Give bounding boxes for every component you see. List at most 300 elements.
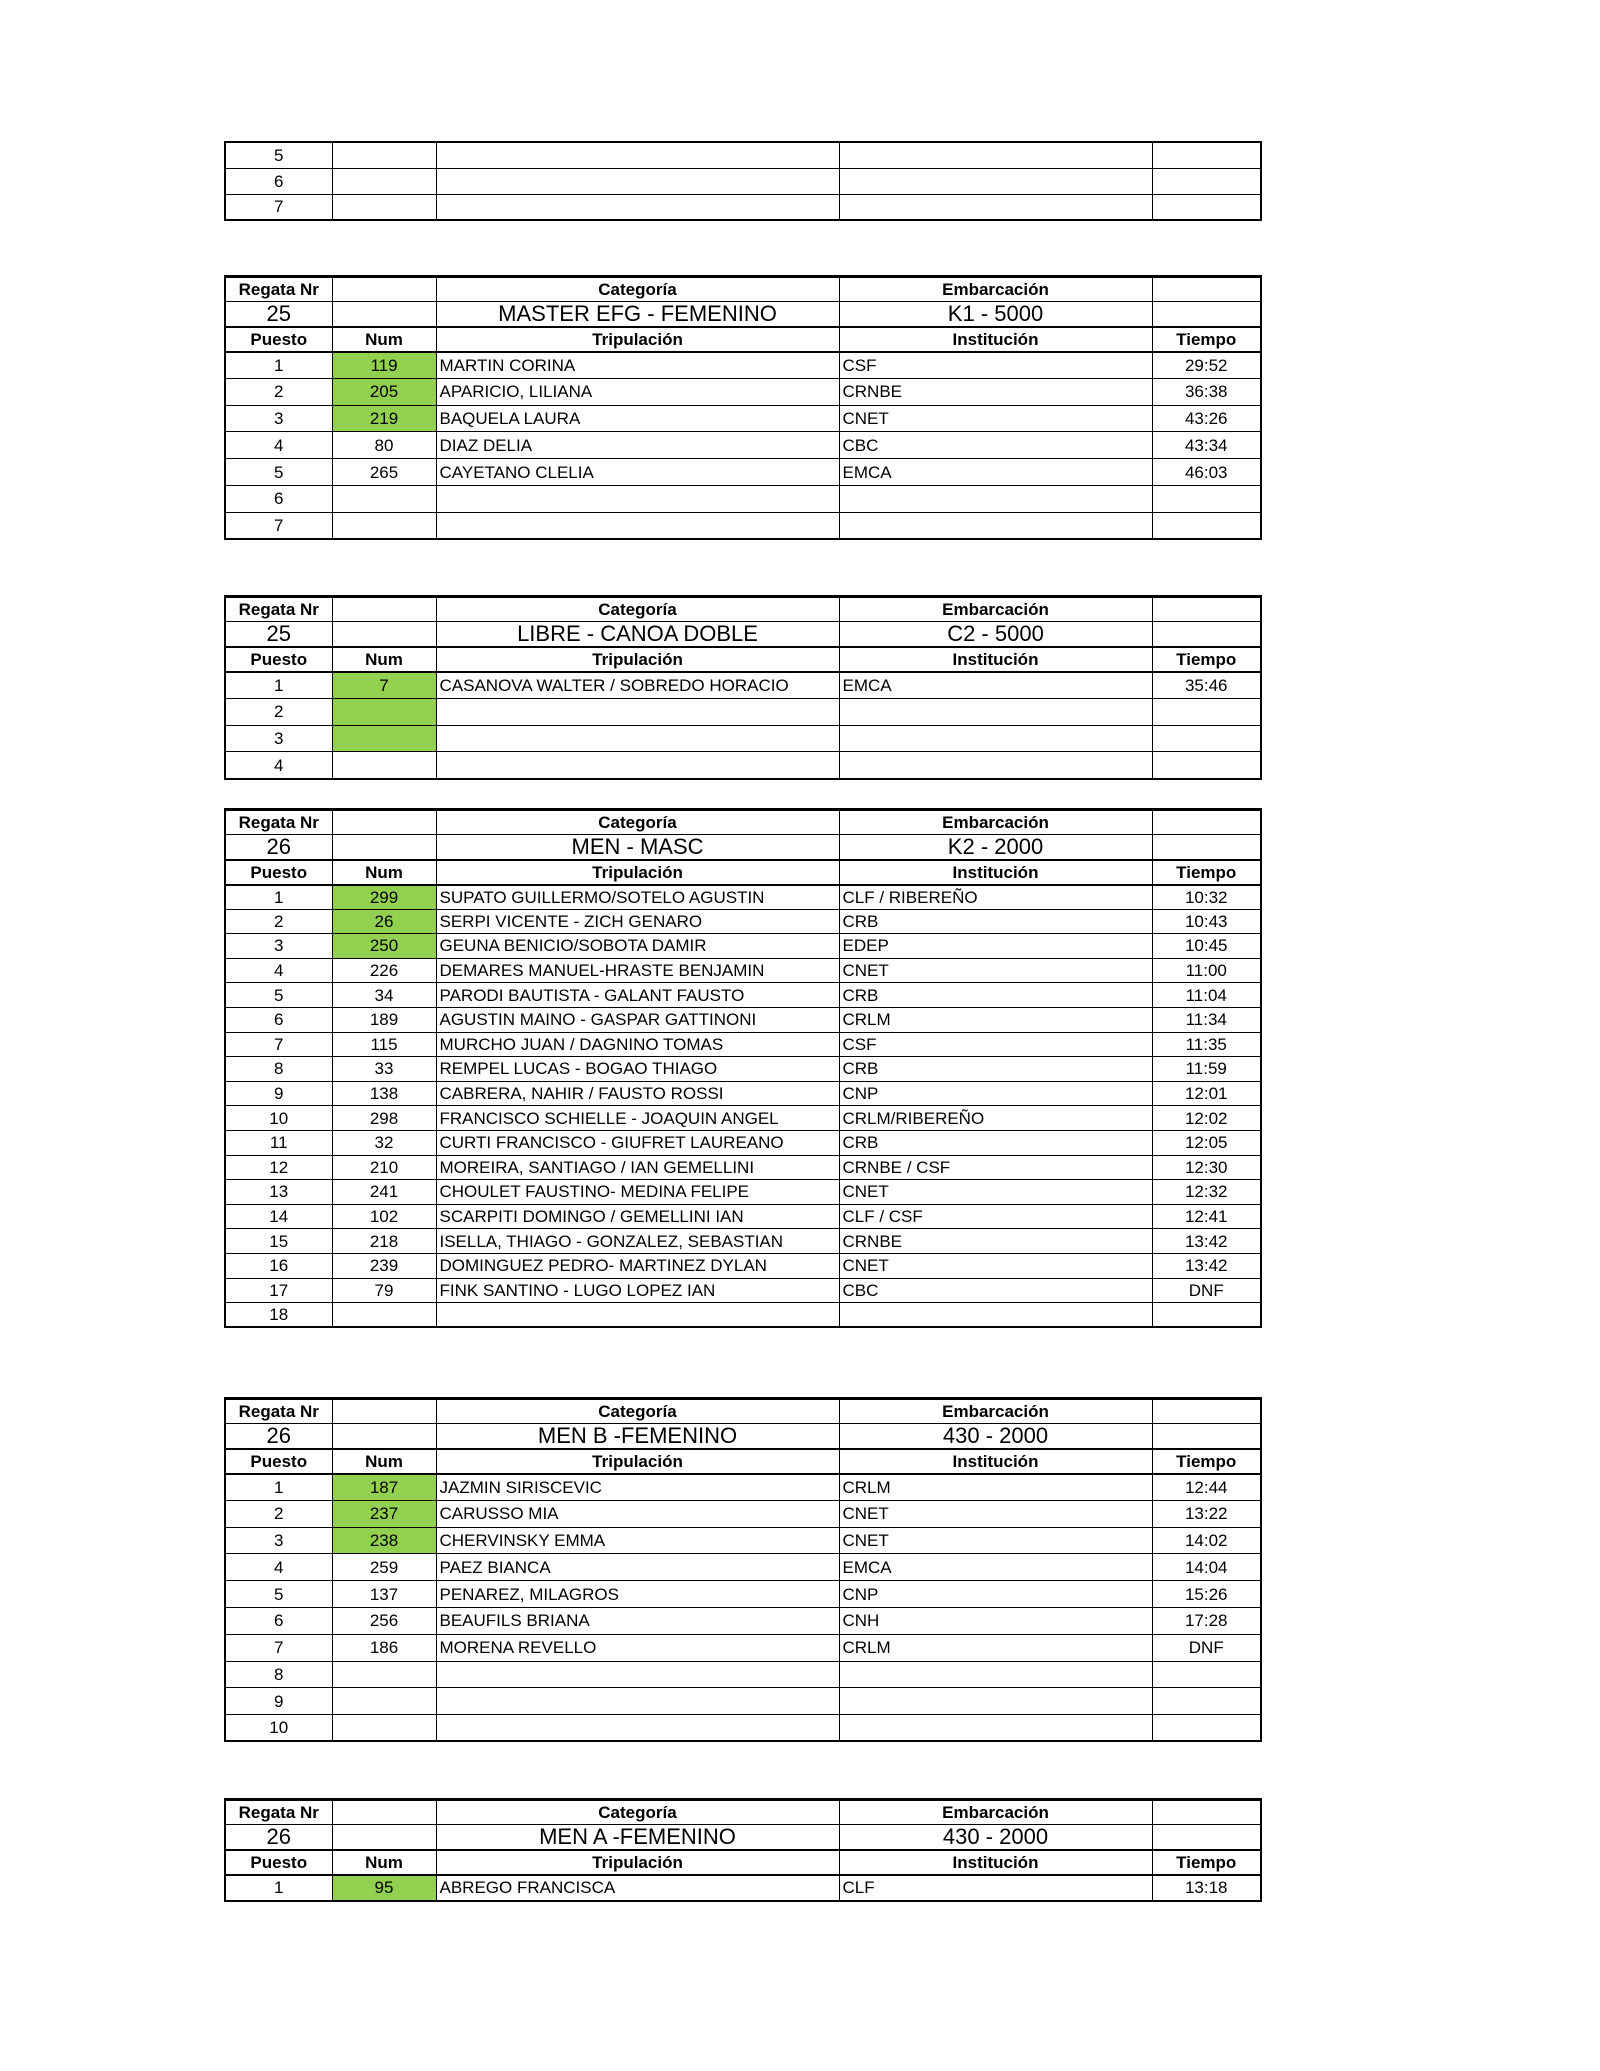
tiempo-cell: 10:32 bbox=[1152, 885, 1261, 910]
table-row bbox=[225, 958, 1261, 983]
race-meta-header bbox=[225, 597, 1261, 622]
puesto-cell: 13 bbox=[225, 1180, 332, 1205]
puesto-cell: 2 bbox=[225, 698, 332, 725]
tripulacion-cell: DOMINGUEZ PEDRO- MARTINEZ DYLAN bbox=[436, 1253, 839, 1278]
race-boat: C2 - 5000 bbox=[839, 622, 1152, 647]
race-table bbox=[224, 1397, 1262, 1742]
column-header-row bbox=[225, 860, 1261, 885]
tripulacion-cell bbox=[436, 512, 839, 539]
table-row bbox=[225, 1130, 1261, 1155]
tripulacion-cell: MORENA REVELLO bbox=[436, 1634, 839, 1661]
tripulacion-cell: BEAUFILS BRIANA bbox=[436, 1607, 839, 1634]
puesto-header: Puesto bbox=[225, 860, 332, 885]
tiempo-cell bbox=[1152, 1715, 1261, 1742]
tripulacion-cell bbox=[436, 1715, 839, 1742]
puesto-cell: 17 bbox=[225, 1278, 332, 1303]
num-cell: 115 bbox=[332, 1032, 436, 1057]
puesto-header: Puesto bbox=[225, 1449, 332, 1474]
table-row bbox=[225, 405, 1261, 432]
race-boat: K1 - 5000 bbox=[839, 302, 1152, 327]
tripulacion-cell: PENAREZ, MILAGROS bbox=[436, 1581, 839, 1608]
tripulacion-cell bbox=[436, 485, 839, 512]
tripulacion-cell: PAEZ BIANCA bbox=[436, 1554, 839, 1581]
institucion-cell: CNP bbox=[839, 1581, 1152, 1608]
table-row bbox=[225, 1875, 1261, 1902]
institucion-cell: CRB bbox=[839, 1057, 1152, 1082]
regata-number: 26 bbox=[225, 835, 332, 860]
puesto-cell: 5 bbox=[225, 1581, 332, 1608]
num-header: Num bbox=[332, 1449, 436, 1474]
embarcacion-label: Embarcación bbox=[839, 1800, 1152, 1825]
puesto-cell: 14 bbox=[225, 1204, 332, 1229]
num-cell: 226 bbox=[332, 958, 436, 983]
num-header: Num bbox=[332, 1850, 436, 1875]
table-row bbox=[225, 1278, 1261, 1303]
table-row bbox=[225, 1007, 1261, 1032]
tripulacion-cell: CAYETANO CLELIA bbox=[436, 459, 839, 486]
tripulacion-cell bbox=[436, 1303, 839, 1328]
race-meta-header bbox=[225, 277, 1261, 302]
puesto-cell: 2 bbox=[225, 1500, 332, 1527]
tripulacion-cell bbox=[436, 142, 839, 168]
puesto-cell: 4 bbox=[225, 1554, 332, 1581]
institucion-cell: CNET bbox=[839, 1180, 1152, 1205]
puesto-cell: 1 bbox=[225, 1875, 332, 1902]
tiempo-cell: 12:44 bbox=[1152, 1474, 1261, 1501]
puesto-cell: 18 bbox=[225, 1303, 332, 1328]
tripulacion-cell bbox=[436, 725, 839, 752]
blank-cell bbox=[332, 622, 436, 647]
puesto-cell: 1 bbox=[225, 672, 332, 699]
table-row bbox=[225, 1527, 1261, 1554]
institucion-cell: CSF bbox=[839, 352, 1152, 379]
race-category: LIBRE - CANOA DOBLE bbox=[436, 622, 839, 647]
table-row bbox=[225, 885, 1261, 910]
tiempo-cell: 13:18 bbox=[1152, 1875, 1261, 1902]
tripulacion-cell bbox=[436, 194, 839, 220]
institucion-cell: CNET bbox=[839, 405, 1152, 432]
num-cell bbox=[332, 512, 436, 539]
table-row bbox=[225, 1303, 1261, 1328]
puesto-header: Puesto bbox=[225, 327, 332, 352]
puesto-cell: 9 bbox=[225, 1688, 332, 1715]
tripulacion-cell: MOREIRA, SANTIAGO / IAN GEMELLINI bbox=[436, 1155, 839, 1180]
tripulacion-cell: AGUSTIN MAINO - GASPAR GATTINONI bbox=[436, 1007, 839, 1032]
blank-cell bbox=[1152, 810, 1261, 835]
institucion-cell bbox=[839, 1715, 1152, 1742]
puesto-cell: 3 bbox=[225, 405, 332, 432]
tiempo-cell: 15:26 bbox=[1152, 1581, 1261, 1608]
tiempo-cell: 36:38 bbox=[1152, 378, 1261, 405]
num-header: Num bbox=[332, 327, 436, 352]
tiempo-cell: 13:42 bbox=[1152, 1229, 1261, 1254]
puesto-cell: 6 bbox=[225, 1007, 332, 1032]
race-title-row bbox=[225, 1825, 1261, 1850]
race-title-row bbox=[225, 622, 1261, 647]
tiempo-cell: 11:59 bbox=[1152, 1057, 1261, 1082]
table-row bbox=[225, 378, 1261, 405]
tripulacion-cell: SERPI VICENTE - ZICH GENARO bbox=[436, 909, 839, 934]
table-row bbox=[225, 459, 1261, 486]
institucion-cell: CRB bbox=[839, 1130, 1152, 1155]
num-cell: 7 bbox=[332, 672, 436, 699]
puesto-cell: 1 bbox=[225, 1474, 332, 1501]
num-cell: 241 bbox=[332, 1180, 436, 1205]
table-row bbox=[225, 142, 1261, 168]
num-cell bbox=[332, 752, 436, 779]
institucion-cell bbox=[839, 698, 1152, 725]
puesto-cell: 1 bbox=[225, 352, 332, 379]
tripulacion-cell: DIAZ DELIA bbox=[436, 432, 839, 459]
institucion-cell: CRNBE bbox=[839, 1229, 1152, 1254]
puesto-cell: 10 bbox=[225, 1106, 332, 1131]
tripulacion-cell: BAQUELA LAURA bbox=[436, 405, 839, 432]
institucion-cell: CRNBE / CSF bbox=[839, 1155, 1152, 1180]
institucion-header: Institución bbox=[839, 327, 1152, 352]
institucion-cell: EDEP bbox=[839, 934, 1152, 959]
table-row bbox=[225, 1661, 1261, 1688]
blank-cell bbox=[1152, 1424, 1261, 1449]
tiempo-cell: 13:22 bbox=[1152, 1500, 1261, 1527]
puesto-header: Puesto bbox=[225, 647, 332, 672]
num-cell: 95 bbox=[332, 1875, 436, 1902]
tiempo-cell: 11:00 bbox=[1152, 958, 1261, 983]
blank-cell bbox=[1152, 1825, 1261, 1850]
num-cell: 79 bbox=[332, 1278, 436, 1303]
race-meta-header bbox=[225, 1800, 1261, 1825]
institucion-header: Institución bbox=[839, 1449, 1152, 1474]
puesto-cell: 4 bbox=[225, 432, 332, 459]
blank-cell bbox=[332, 1800, 436, 1825]
tripulacion-cell: CURTI FRANCISCO - GIUFRET LAUREANO bbox=[436, 1130, 839, 1155]
table-row bbox=[225, 512, 1261, 539]
institucion-cell: CNET bbox=[839, 1253, 1152, 1278]
tripulacion-cell: CARUSSO MIA bbox=[436, 1500, 839, 1527]
tripulacion-cell: ABREGO FRANCISCA bbox=[436, 1875, 839, 1902]
tripulacion-header: Tripulación bbox=[436, 327, 839, 352]
blank-cell bbox=[332, 810, 436, 835]
race-meta-header bbox=[225, 1399, 1261, 1424]
tripulacion-cell: GEUNA BENICIO/SOBOTA DAMIR bbox=[436, 934, 839, 959]
puesto-cell: 1 bbox=[225, 885, 332, 910]
puesto-cell: 8 bbox=[225, 1661, 332, 1688]
tiempo-cell: 12:02 bbox=[1152, 1106, 1261, 1131]
table-row bbox=[225, 1688, 1261, 1715]
tiempo-cell bbox=[1152, 1303, 1261, 1328]
tripulacion-cell: APARICIO, LILIANA bbox=[436, 378, 839, 405]
table-row bbox=[225, 1229, 1261, 1254]
regata-number: 26 bbox=[225, 1825, 332, 1850]
institucion-cell: CBC bbox=[839, 1278, 1152, 1303]
puesto-cell: 7 bbox=[225, 512, 332, 539]
num-cell: 32 bbox=[332, 1130, 436, 1155]
puesto-cell: 12 bbox=[225, 1155, 332, 1180]
tiempo-cell: 35:46 bbox=[1152, 672, 1261, 699]
tripulacion-cell: REMPEL LUCAS - BOGAO THIAGO bbox=[436, 1057, 839, 1082]
num-cell bbox=[332, 485, 436, 512]
institucion-cell: EMCA bbox=[839, 1554, 1152, 1581]
tripulacion-cell: FRANCISCO SCHIELLE - JOAQUIN ANGEL bbox=[436, 1106, 839, 1131]
race-meta-header bbox=[225, 810, 1261, 835]
num-cell: 210 bbox=[332, 1155, 436, 1180]
puesto-cell: 8 bbox=[225, 1057, 332, 1082]
num-cell: 219 bbox=[332, 405, 436, 432]
num-cell: 239 bbox=[332, 1253, 436, 1278]
puesto-cell: 2 bbox=[225, 378, 332, 405]
blank-cell bbox=[332, 597, 436, 622]
table-row bbox=[225, 485, 1261, 512]
institucion-cell bbox=[839, 194, 1152, 220]
regata-nr-label: Regata Nr bbox=[225, 597, 332, 622]
table-row bbox=[225, 909, 1261, 934]
tiempo-cell: 12:05 bbox=[1152, 1130, 1261, 1155]
institucion-cell: CNH bbox=[839, 1607, 1152, 1634]
categoria-label: Categoría bbox=[436, 1399, 839, 1424]
regata-nr-label: Regata Nr bbox=[225, 1399, 332, 1424]
tripulacion-cell: SCARPITI DOMINGO / GEMELLINI IAN bbox=[436, 1204, 839, 1229]
blank-cell bbox=[332, 277, 436, 302]
num-cell: 189 bbox=[332, 1007, 436, 1032]
institucion-cell: CRLM bbox=[839, 1007, 1152, 1032]
tripulacion-cell bbox=[436, 752, 839, 779]
num-cell: 298 bbox=[332, 1106, 436, 1131]
tiempo-cell bbox=[1152, 194, 1261, 220]
tripulacion-cell: PARODI BAUTISTA - GALANT FAUSTO bbox=[436, 983, 839, 1008]
tiempo-cell: 17:28 bbox=[1152, 1607, 1261, 1634]
num-cell bbox=[332, 194, 436, 220]
institucion-cell: EMCA bbox=[839, 459, 1152, 486]
race-table bbox=[224, 275, 1262, 540]
tiempo-header: Tiempo bbox=[1152, 1449, 1261, 1474]
table-row bbox=[225, 1155, 1261, 1180]
tiempo-cell bbox=[1152, 168, 1261, 194]
num-cell: 119 bbox=[332, 352, 436, 379]
table-row bbox=[225, 1715, 1261, 1742]
tiempo-cell: 43:34 bbox=[1152, 432, 1261, 459]
blank-cell bbox=[1152, 597, 1261, 622]
puesto-cell: 7 bbox=[225, 194, 332, 220]
blank-cell bbox=[332, 1399, 436, 1424]
puesto-cell: 7 bbox=[225, 1032, 332, 1057]
num-cell: 256 bbox=[332, 1607, 436, 1634]
institucion-cell: CNET bbox=[839, 958, 1152, 983]
tiempo-cell: 11:35 bbox=[1152, 1032, 1261, 1057]
table-row bbox=[225, 1204, 1261, 1229]
tiempo-cell: 12:32 bbox=[1152, 1180, 1261, 1205]
table-row bbox=[225, 1032, 1261, 1057]
race-boat: 430 - 2000 bbox=[839, 1825, 1152, 1850]
column-header-row bbox=[225, 647, 1261, 672]
num-header: Num bbox=[332, 647, 436, 672]
blank-cell bbox=[1152, 622, 1261, 647]
num-cell: 102 bbox=[332, 1204, 436, 1229]
institucion-cell bbox=[839, 1661, 1152, 1688]
embarcacion-label: Embarcación bbox=[839, 1399, 1152, 1424]
table-body bbox=[225, 142, 1261, 220]
num-cell: 34 bbox=[332, 983, 436, 1008]
tiempo-cell bbox=[1152, 752, 1261, 779]
tiempo-cell: 11:04 bbox=[1152, 983, 1261, 1008]
regata-number: 26 bbox=[225, 1424, 332, 1449]
num-cell: 205 bbox=[332, 378, 436, 405]
puesto-cell: 7 bbox=[225, 1634, 332, 1661]
institucion-header: Institución bbox=[839, 647, 1152, 672]
table-row bbox=[225, 432, 1261, 459]
tiempo-cell: 11:34 bbox=[1152, 1007, 1261, 1032]
tiempo-cell: 14:02 bbox=[1152, 1527, 1261, 1554]
tiempo-cell: 46:03 bbox=[1152, 459, 1261, 486]
tiempo-cell bbox=[1152, 698, 1261, 725]
tiempo-cell: 13:42 bbox=[1152, 1253, 1261, 1278]
num-cell: 26 bbox=[332, 909, 436, 934]
tripulacion-cell: DEMARES MANUEL-HRASTE BENJAMIN bbox=[436, 958, 839, 983]
categoria-label: Categoría bbox=[436, 810, 839, 835]
blank-cell bbox=[332, 1424, 436, 1449]
tripulacion-cell bbox=[436, 1661, 839, 1688]
num-cell bbox=[332, 698, 436, 725]
race-boat: K2 - 2000 bbox=[839, 835, 1152, 860]
blank-cell bbox=[1152, 835, 1261, 860]
num-cell: 186 bbox=[332, 1634, 436, 1661]
puesto-cell: 5 bbox=[225, 459, 332, 486]
blank-cell bbox=[332, 835, 436, 860]
institucion-cell bbox=[839, 512, 1152, 539]
num-cell bbox=[332, 725, 436, 752]
num-cell: 250 bbox=[332, 934, 436, 959]
puesto-cell: 3 bbox=[225, 934, 332, 959]
blank-cell bbox=[1152, 277, 1261, 302]
institucion-cell bbox=[839, 485, 1152, 512]
num-header: Num bbox=[332, 860, 436, 885]
race-category: MEN A -FEMENINO bbox=[436, 1825, 839, 1850]
num-cell bbox=[332, 1303, 436, 1328]
institucion-cell: CNP bbox=[839, 1081, 1152, 1106]
puesto-cell: 4 bbox=[225, 752, 332, 779]
embarcacion-label: Embarcación bbox=[839, 277, 1152, 302]
puesto-cell: 2 bbox=[225, 909, 332, 934]
blank-cell bbox=[1152, 302, 1261, 327]
puesto-cell: 5 bbox=[225, 983, 332, 1008]
puesto-header: Puesto bbox=[225, 1850, 332, 1875]
num-cell: 80 bbox=[332, 432, 436, 459]
tripulacion-cell: JAZMIN SIRISCEVIC bbox=[436, 1474, 839, 1501]
num-cell: 218 bbox=[332, 1229, 436, 1254]
table-row bbox=[225, 1500, 1261, 1527]
tiempo-header: Tiempo bbox=[1152, 1850, 1261, 1875]
institucion-cell: CNET bbox=[839, 1500, 1152, 1527]
tripulacion-cell: SUPATO GUILLERMO/SOTELO AGUSTIN bbox=[436, 885, 839, 910]
table-row bbox=[225, 1474, 1261, 1501]
categoria-label: Categoría bbox=[436, 1800, 839, 1825]
categoria-label: Categoría bbox=[436, 277, 839, 302]
puesto-cell: 6 bbox=[225, 485, 332, 512]
race-title-row bbox=[225, 302, 1261, 327]
race-table bbox=[224, 808, 1262, 1328]
regata-nr-label: Regata Nr bbox=[225, 277, 332, 302]
table-row bbox=[225, 1081, 1261, 1106]
tiempo-cell bbox=[1152, 142, 1261, 168]
race-title-row bbox=[225, 1424, 1261, 1449]
table-row bbox=[225, 752, 1261, 779]
puesto-cell: 15 bbox=[225, 1229, 332, 1254]
blank-cell bbox=[332, 1825, 436, 1850]
race-table bbox=[224, 595, 1262, 780]
tripulacion-cell: MARTIN CORINA bbox=[436, 352, 839, 379]
tiempo-cell: 14:04 bbox=[1152, 1554, 1261, 1581]
num-cell bbox=[332, 1661, 436, 1688]
institucion-cell: CSF bbox=[839, 1032, 1152, 1057]
institucion-cell: EMCA bbox=[839, 672, 1152, 699]
institucion-cell bbox=[839, 142, 1152, 168]
tiempo-cell bbox=[1152, 1688, 1261, 1715]
tiempo-cell: DNF bbox=[1152, 1634, 1261, 1661]
institucion-cell bbox=[839, 1303, 1152, 1328]
tiempo-cell: 10:45 bbox=[1152, 934, 1261, 959]
tiempo-header: Tiempo bbox=[1152, 860, 1261, 885]
tripulacion-cell: CHOULET FAUSTINO- MEDINA FELIPE bbox=[436, 1180, 839, 1205]
table-row bbox=[225, 1554, 1261, 1581]
table-row bbox=[225, 983, 1261, 1008]
tripulacion-cell bbox=[436, 168, 839, 194]
column-header-row bbox=[225, 327, 1261, 352]
tiempo-cell: 12:41 bbox=[1152, 1204, 1261, 1229]
puesto-cell: 3 bbox=[225, 1527, 332, 1554]
regata-nr-label: Regata Nr bbox=[225, 810, 332, 835]
tripulacion-cell: MURCHO JUAN / DAGNINO TOMAS bbox=[436, 1032, 839, 1057]
tiempo-cell bbox=[1152, 725, 1261, 752]
tripulacion-header: Tripulación bbox=[436, 647, 839, 672]
institucion-cell bbox=[839, 725, 1152, 752]
tiempo-cell bbox=[1152, 1661, 1261, 1688]
table-row bbox=[225, 672, 1261, 699]
institucion-cell: CLF bbox=[839, 1875, 1152, 1902]
tripulacion-cell: CABRERA, NAHIR / FAUSTO ROSSI bbox=[436, 1081, 839, 1106]
institucion-cell: CRLM bbox=[839, 1634, 1152, 1661]
puesto-cell: 4 bbox=[225, 958, 332, 983]
tiempo-cell bbox=[1152, 512, 1261, 539]
table-row bbox=[225, 698, 1261, 725]
regata-nr-label: Regata Nr bbox=[225, 1800, 332, 1825]
categoria-label: Categoría bbox=[436, 597, 839, 622]
table-row bbox=[225, 194, 1261, 220]
puesto-cell: 16 bbox=[225, 1253, 332, 1278]
puesto-cell: 11 bbox=[225, 1130, 332, 1155]
num-cell bbox=[332, 1688, 436, 1715]
institucion-cell: CBC bbox=[839, 432, 1152, 459]
tripulacion-cell: FINK SANTINO - LUGO LOPEZ IAN bbox=[436, 1278, 839, 1303]
table-row bbox=[225, 1253, 1261, 1278]
race-category: MASTER EFG - FEMENINO bbox=[436, 302, 839, 327]
table-row bbox=[225, 1607, 1261, 1634]
puesto-cell: 6 bbox=[225, 168, 332, 194]
num-cell: 138 bbox=[332, 1081, 436, 1106]
regata-number: 25 bbox=[225, 302, 332, 327]
num-cell bbox=[332, 142, 436, 168]
tripulacion-header: Tripulación bbox=[436, 1850, 839, 1875]
puesto-cell: 5 bbox=[225, 142, 332, 168]
race-table bbox=[224, 1798, 1262, 1902]
table-row bbox=[225, 1180, 1261, 1205]
column-header-row bbox=[225, 1449, 1261, 1474]
puesto-cell: 6 bbox=[225, 1607, 332, 1634]
tripulacion-cell bbox=[436, 698, 839, 725]
num-cell: 259 bbox=[332, 1554, 436, 1581]
institucion-header: Institución bbox=[839, 860, 1152, 885]
race-boat: 430 - 2000 bbox=[839, 1424, 1152, 1449]
table-row bbox=[225, 1581, 1261, 1608]
num-cell bbox=[332, 1715, 436, 1742]
blank-cell bbox=[1152, 1399, 1261, 1424]
